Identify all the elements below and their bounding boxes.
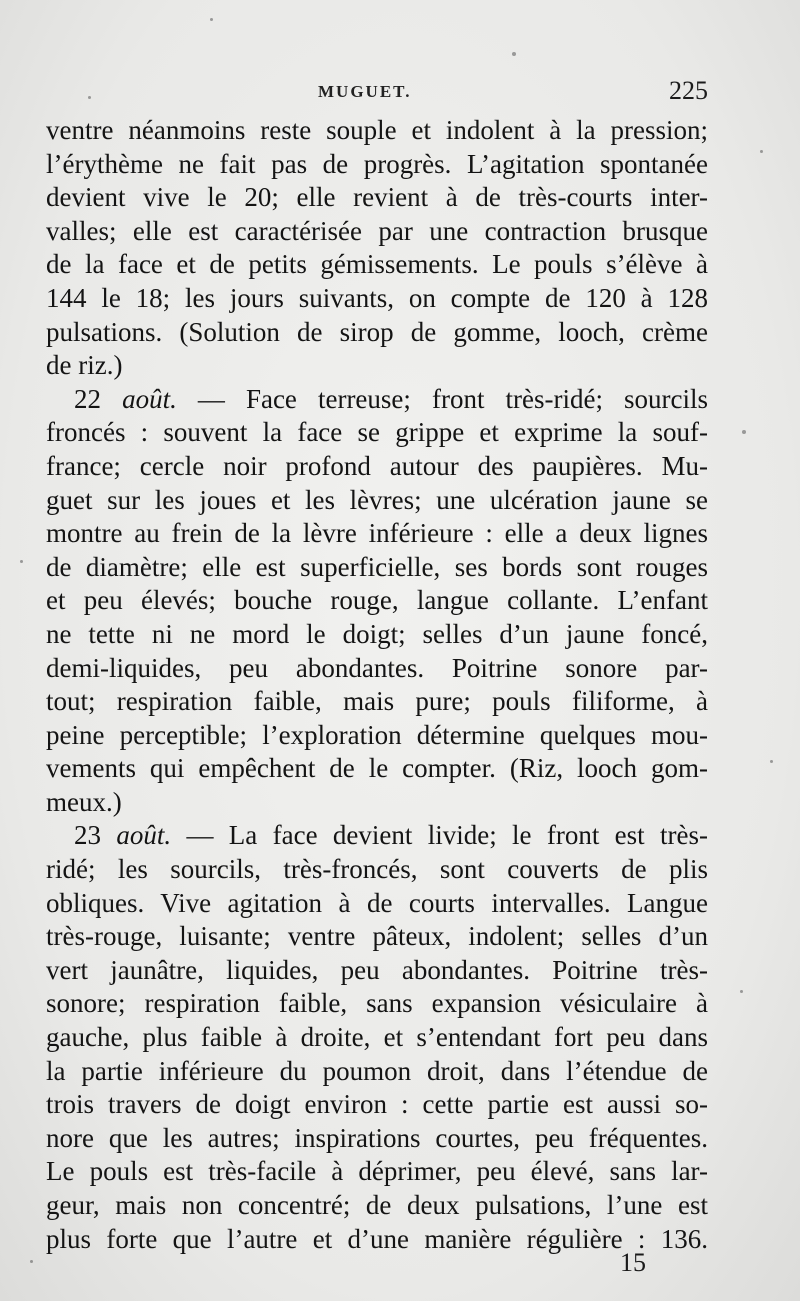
paper-speck <box>760 150 763 153</box>
text-line: ridé; les sourcils, très-froncés, sont couverts de plis <box>46 854 708 885</box>
text-line: plus forte que l’autre et d’une manière régulière : 136. <box>46 1223 708 1254</box>
paper-speck <box>512 52 516 56</box>
entry-first-line <box>46 383 708 417</box>
signature-mark: 15 <box>620 1248 646 1277</box>
entry-day: 22 <box>74 383 123 414</box>
page-number: 225 <box>669 76 708 105</box>
text-line: meux.) <box>46 786 122 817</box>
text-line: france; cercle noir profond autour des paupières. Mu- <box>46 450 708 481</box>
text-line: l’érythème ne fait pas de progrès. L’agitation spontanée <box>46 148 708 179</box>
text-line: peine perceptible; l’exploration détermine quelques mou- <box>46 719 708 750</box>
text-line: de la face et de petits gémissements. Le pouls s’élève à <box>46 249 708 280</box>
text-line: guet sur les joues et les lèvres; une ulcération jaune se <box>46 484 708 515</box>
text-line: pulsations. (Solution de sirop de gomme, looch, crème <box>46 316 708 347</box>
entry-text: — Face terreuse; front très-ridé; sourcils <box>176 383 708 414</box>
text-line: très-rouge, luisante; ventre pâteux, indolent; selles d’un <box>46 921 708 952</box>
text-line: demi-liquides, peu abondantes. Poitrine sonore par- <box>46 652 708 683</box>
text-line: froncés : souvent la face se grippe et exprime la souf- <box>46 417 708 448</box>
text-line: vements qui empêchent de le compter. (Riz, looch gom- <box>46 753 708 784</box>
text-line: trois travers de doigt environ : cette partie est aussi so- <box>46 1089 708 1120</box>
text-line: ne tette ni ne mord le doigt; selles d’un jaune foncé, <box>46 618 708 649</box>
entry-first-line <box>46 819 708 853</box>
text-line: sonore; respiration faible, sans expansion vésiculaire à <box>46 988 708 1019</box>
entry-text: — La face devient livide; le front est très- <box>171 820 708 851</box>
text-line: obliques. Vive agitation à de courts intervalles. Langue <box>46 887 708 918</box>
page-header <box>48 76 708 110</box>
text-line: nore que les autres; inspirations courtes, peu fréquentes. <box>46 1122 708 1153</box>
text-line: devient vive le 20; elle revient à de très-courts inter- <box>46 182 708 213</box>
body-text <box>46 114 708 1256</box>
text-line: ventre néanmoins reste souple et indolent à la pression; <box>46 115 708 145</box>
text-line: la partie inférieure du poumon droit, dans l’étendue de <box>46 1055 708 1086</box>
text-line: tout; respiration faible, mais pure; pouls filiforme, à <box>46 686 708 717</box>
text-line: montre au frein de la lèvre inférieure : elle a deux lignes <box>46 518 708 549</box>
text-line: de riz.) <box>46 350 123 381</box>
paper-speck <box>30 1260 33 1263</box>
text-line: valles; elle est caractérisée par une contraction brusque <box>46 215 708 246</box>
running-title: MUGUET. <box>318 82 412 101</box>
paper-speck <box>742 430 746 434</box>
paper-speck <box>20 560 23 563</box>
paper-speck <box>770 760 773 763</box>
paper-speck <box>740 990 743 993</box>
text-line: gauche, plus faible à droite, et s’entendant fort peu dans <box>46 1022 708 1053</box>
text-line: 144 le 18; les jours suivants, on compte de 120 à 128 <box>46 282 708 313</box>
text-line: vert jaunâtre, liquides, peu abondantes. Poitrine très- <box>46 954 708 985</box>
text-line: geur, mais non concentré; de deux pulsations, l’une est <box>46 1190 708 1220</box>
text-line: Le pouls est très-facile à déprimer, peu élevé, sans lar- <box>46 1156 708 1187</box>
text-line: de diamètre; elle est superficielle, ses bords sont rouges <box>46 551 708 582</box>
entry-month: août. <box>116 820 172 851</box>
entry-day: 23 <box>74 820 117 851</box>
paper-speck <box>210 18 213 21</box>
text-line: et peu élevés; bouche rouge, langue collante. L’enfant <box>46 585 708 616</box>
entry-month: août. <box>122 383 177 414</box>
